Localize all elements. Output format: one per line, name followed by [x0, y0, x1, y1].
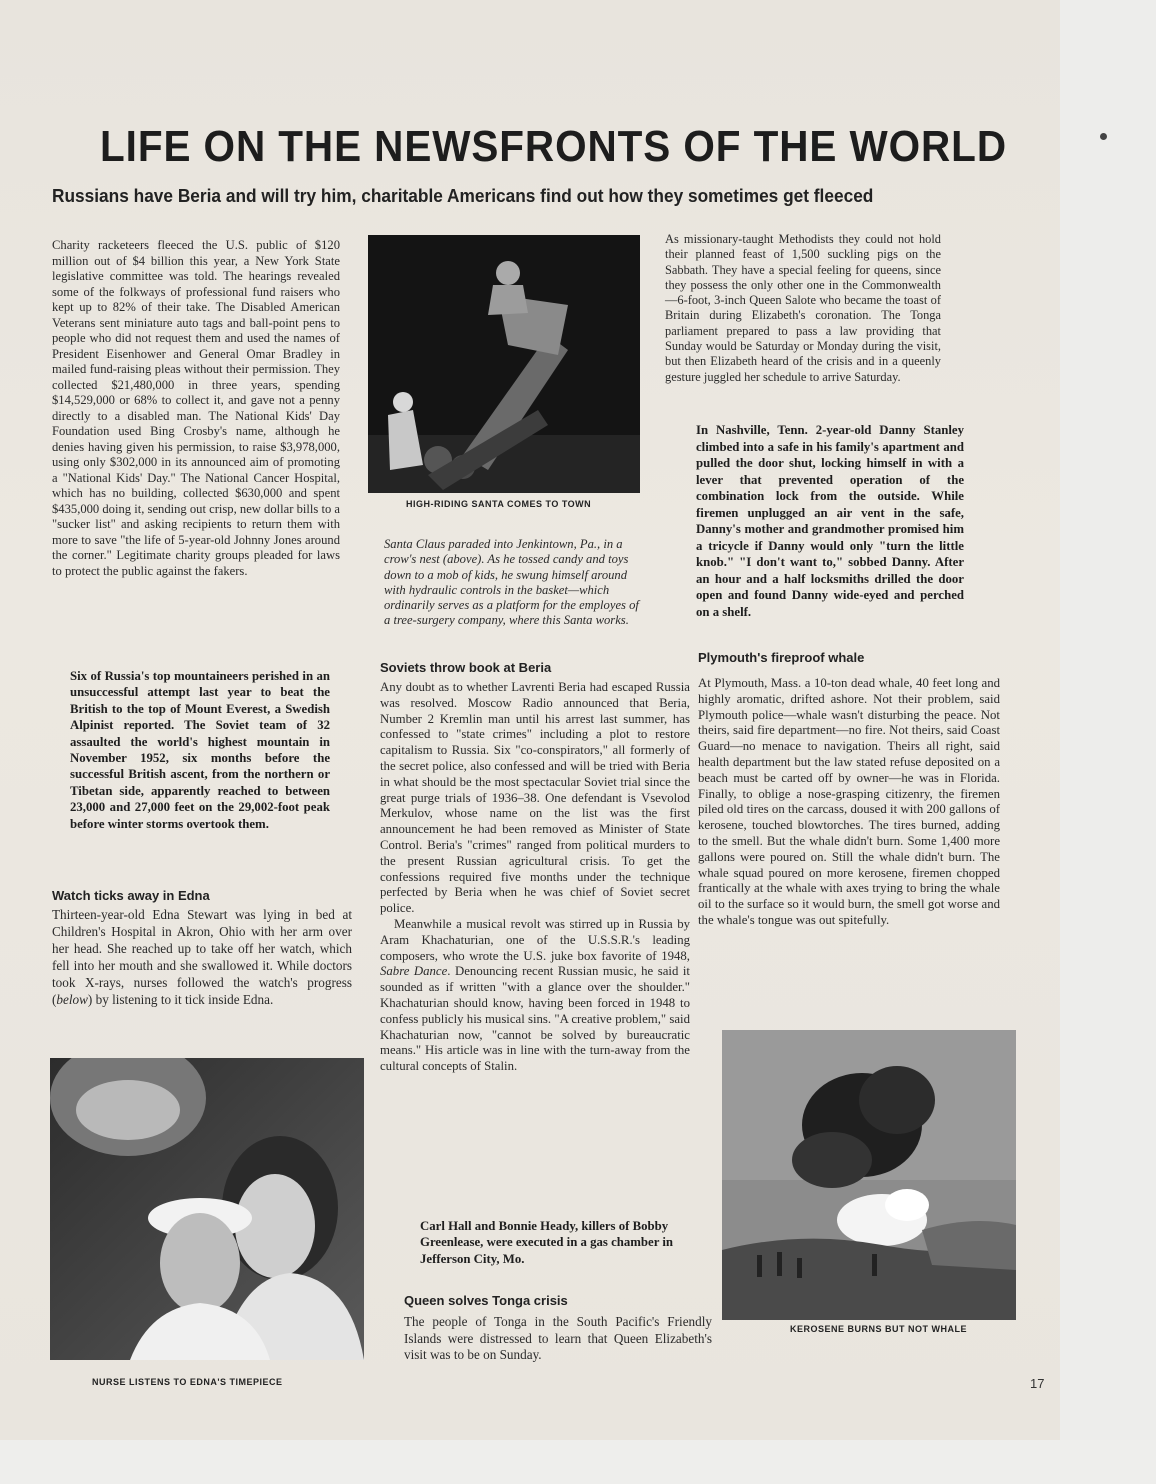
page-headline: LIFE ON THE NEWSFRONTS OF THE WORLD [100, 122, 1007, 171]
beria-text: Any doubt as to whether Lavrenti Beria had escaped Russia was resolved. Moscow Radio announced that Beria, Number 2 Kremlin man until his arrest last summer, has confessed to "state crimes" including a plot to restore capitalism to Russia. Six "co-conspirators," all formerly of the secret police, also confessed and will be tried with Beria in what should be the most spectacular Soviet trial since the great purge trials of 1936–38. One defendant is Vsevolod Merkulov, whose name on the list was the first announcement he had been removed as Minister of State Control. Beria's "crimes" ranged from political murders to the present Russian agricultural crisis. To get the confessions required five months under the technique perfected by Beria when he was chief of Soviet secret police. [380, 680, 690, 916]
edna-text-a: Thirteen-year-old Edna Stewart was lying in bed at Children's Hospital in Akron, Ohio with her arm over her head. She reached up to take off her watch, which fell into her mouth and she swallowed it. While doctors took X-rays, nurses followed the watch's progress ( [52, 907, 352, 1007]
beria-article [380, 680, 690, 1075]
nurse-photo [50, 1058, 364, 1360]
nashville-article [696, 422, 964, 620]
tonga-text-continued: As missionary-taught Methodists they could not hold their planned feast of 1,500 suckling pigs on the Sabbath. They have a special feeling for queens, since they possess the only other one in the Commonwealth—6-foot, 3-inch Queen Salote who became the toast of Britain during Elizabeth's coronation. The Tonga parliament prepared to pass a law providing that Sunday would be Saturday or Monday during the visit, but then Elizabeth heard of the crisis and in a queenly gesture juggled her schedule to arrive Saturday. [665, 232, 941, 384]
santa-caption: HIGH-RIDING SANTA COMES TO TOWN [406, 499, 592, 509]
beria-heading: Soviets throw book at Beria [380, 660, 552, 675]
edna-heading: Watch ticks away in Edna [52, 888, 210, 903]
santa-photo-image [368, 235, 640, 493]
whale-caption: KEROSENE BURNS BUT NOT WHALE [790, 1324, 968, 1334]
background-surface-bottom [0, 1440, 1156, 1484]
everest-article [70, 668, 330, 832]
whale-article [698, 676, 1000, 929]
santa-article [384, 537, 642, 629]
tonga-text: The people of Tonga in the South Pacific's Friendly Islands were distressed to learn that Queen Elizabeth's visit was to be on Sunday. [404, 1314, 712, 1362]
santa-photo [368, 235, 640, 493]
page-number: 17 [1030, 1376, 1045, 1391]
tonga-continued [665, 232, 941, 385]
whale-photo [722, 1030, 1016, 1320]
tonga-article [404, 1314, 712, 1364]
nurse-caption: NURSE LISTENS TO EDNA'S TIMEPIECE [92, 1377, 283, 1387]
whale-photo-image [722, 1030, 1016, 1320]
whale-heading: Plymouth's fireproof whale [698, 650, 865, 665]
santa-text: Santa Claus paraded into Jenkintown, Pa., in a crow's nest (above). As he tossed candy and toys down to a mob of kids, he swung himself around with hydraulic controls in the basket—which ordinarily serves as a platform for the employes of a tree-surgery company, where this Santa works. [384, 537, 639, 628]
everest-text: Six of Russia's top mountaineers perished in an unsuccessful attempt last year to beat the British to the top of Mount Everest, a Swedish Alpinist reported. The Soviet team of 32 assaulted the world's highest mountain in November 1952, six months before the successful British ascent, from the northern or Tibetan side, apparently reached to between 23,000 and 27,000 feet on the 29,002-foot peak before winter storms overtook them. [70, 669, 330, 831]
edna-article [52, 906, 352, 1008]
edna-text-ital: below [56, 992, 88, 1007]
greenlease-article [420, 1218, 710, 1267]
tonga-heading: Queen solves Tonga crisis [404, 1293, 568, 1308]
greenlease-text: Carl Hall and Bonnie Heady, killers of Bobby Greenlease, were executed in a gas chamber in Jefferson City, Mo. [420, 1219, 674, 1266]
nashville-text: In Nashville, Tenn. 2-year-old Danny Stanley climbed into a safe in his family's apartment and pulled the door shut, locking himself in with a lever that prevented operation of the combination lock from the outside. While firemen unplugged an air vent in the safe, Danny's mother and grandmother promised him a tricycle if Danny would only "turn the little knob." "I don't want to," sobbed Danny. After an hour and a half locksmiths drilled the door open and found Danny wide-eyed and perched on a shelf. [696, 423, 964, 619]
whale-text: At Plymouth, Mass. a 10-ton dead whale, 40 feet long and highly aromatic, drifted ashore. Not their problem, said Plymouth police—whale wasn't disturbing the peace. Not theirs, said fire department—no fire. Not theirs, said Coast Guard—no menace to navigation. Theirs all right, said health department but the law stated refuse deposited on a beach must be carted off by owner—he was in Florida. Finally, to oblige a nose-grasping citizenry, the firemen piled old tires on the carcass, doused it with 200 gallons of kerosene, touched blowtorches. The tires burned, adding to the smell. But the whale didn't burn. Some 1,400 more gallons were poured on. Still the whale didn't burn. The whale squad poured on more kerosene, firemen chopped frantically at the whale with axes trying to bring the whale oil to the surface so it would burn, the smell got worse and the whale's tongue was out spitefully. [698, 676, 1000, 927]
dust-speck [1100, 133, 1107, 140]
khachaturian-text-b: . Denouncing recent Russian music, he said it sounded as if written "with a glance over the shoulder." Khachaturian should know, having been forced in 1948 to confess publicly his musical sins. "A creative problem," said Khachaturian now, "cannot be solved by bureaucratic means." His article was in line with the turn-away from the cultural concepts of Stalin. [380, 964, 690, 1074]
nurse-photo-image [50, 1058, 364, 1360]
charity-text: Charity racketeers fleeced the U.S. public of $120 million out of $4 billion this year, a New York State legislative committee was told. The hearings revealed some of the folkways of professional fund raisers who kept up to 82% of their take. The Disabled American Veterans sent miniature auto tags and ball-point pens to people who did not request them and used the names of President Eisenhower and General Omar Bradley in mailed fund-raising pleas without their permission. They collected $21,480,000 in three years, spending $14,529,000 or 68% to collect it, and gave not a penny directly to a disabled man. The National Kids' Day Foundation used Bing Crosby's name, although he denies having given his permission, to raise $3,978,000, using only $302,000 in its announced aim of promoting a "National Kids' Day." The National Cancer Hospital, which has no building, collected $630,000 and spent $435,000 doing it, sending out crisp, new dollar bills to a "sucker list" and asking recipients to return them with more to save "the life of 5-year-old Johnny Jones around the corner." Legitimate charity groups pleaded for laws to protect the public against the fakers. [52, 238, 340, 578]
charity-article [52, 238, 340, 579]
khachaturian-text-a: Meanwhile a musical revolt was stirred up in Russia by Aram Khachaturian, one of the U.S.S.R.'s leading composers, who wrote the U.S. juke box favorite of 1948, [380, 916, 690, 963]
sabre-dance-title: Sabre Dance [380, 964, 448, 979]
edna-text-b: ) by listening to it tick inside Edna. [87, 992, 274, 1007]
background-surface [1060, 0, 1156, 1484]
page-subheadline: Russians have Beria and will try him, charitable Americans find out how they sometimes get fleeced [52, 186, 874, 206]
